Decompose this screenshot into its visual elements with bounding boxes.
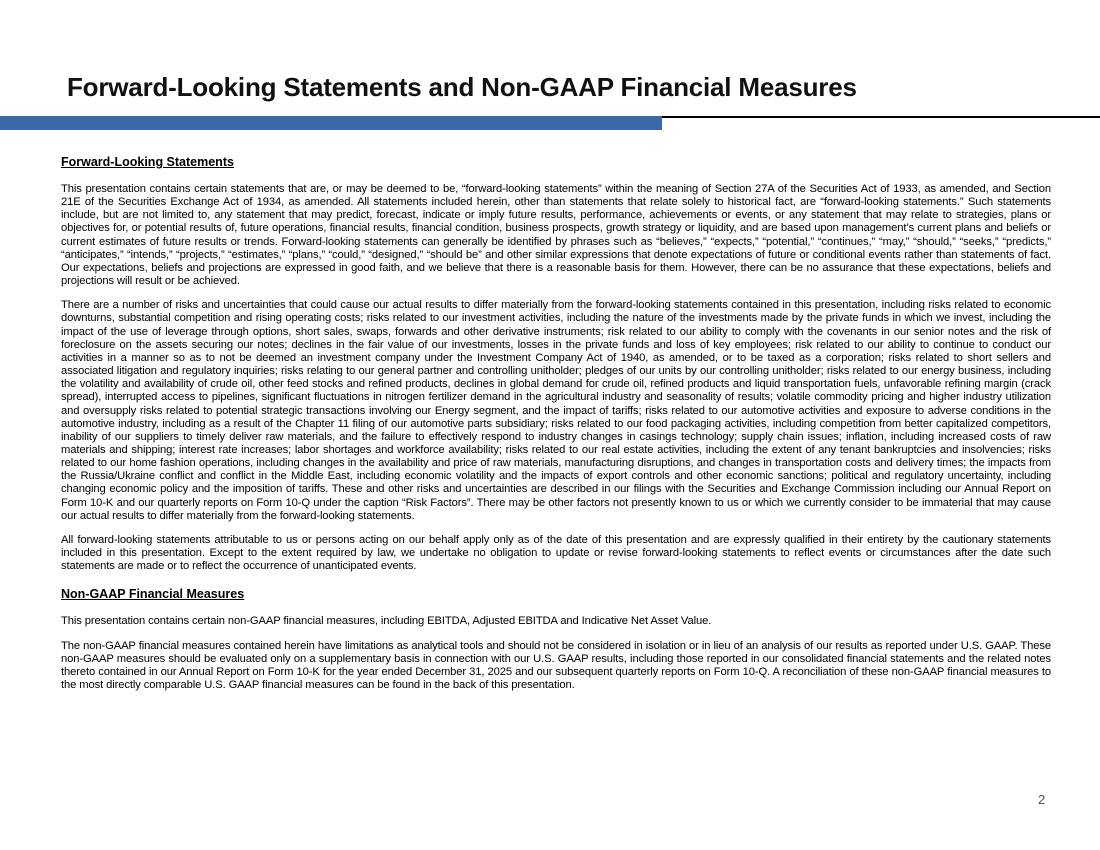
cautionary-paragraph: All forward-looking statements attributable to us or persons acting on our behalf apply only as of the date of this presentation and are expressly qualified in their entirety by the cautionary statements included in this presentation. Except to the extent required by law, we undertake no obligation to update or revise forward-looking statements to reflect events or circumstances after the date such statements are made or to reflect the occurrence of unanticipated events. [61, 533, 1051, 573]
non-gaap-intro-paragraph: This presentation contains certain non-GAAP financial measures, including EBITDA, Adjusted EBITDA and Indicative Net Asset Value. [61, 615, 712, 628]
title-divider-line [662, 116, 1100, 118]
title-accent-bar [0, 116, 662, 130]
non-gaap-limitations-paragraph: The non-GAAP financial measures contained herein have limitations as analytical tools and should not be considered in isolation or in lieu of an analysis of our results as reported under U.S. GAAP. These non-GAAP measures should be evaluated only on a supplementary basis in connection with our U.S. GAAP results, including those reported in our consolidated financial statements and the related notes thereto contained in our Annual Report on Form 10-K for the year ended December 31, 2025 and our subsequent quarterly reports on Form 10-Q. A reconciliation of these non-GAAP financial measures to the most directly comparable U.S. GAAP financial measures can be found in the back of this presentation. [61, 639, 1051, 691]
forward-looking-heading: Forward-Looking Statements [61, 155, 234, 169]
disclaimer-content [61, 151, 1051, 692]
page-title: Forward-Looking Statements and Non-GAAP Financial Measures [67, 72, 857, 102]
forward-looking-paragraph: This presentation contains certain statements that are, or may be deemed to be, “forward-looking statements” within the meaning of Section 27A of the Securities Act of 1933, as amended, and Section 21E of the Securities Exchange Act of 1934, as amended. All statements included herein, other than statements that relate solely to historical fact, are “forward-looking statements.” Such statements include, but are not limited to, any statement that may predict, forecast, indicate or imply future results, performance, achievements or events, or any statement that may relate to strategies, plans or objectives for, or potential results of, future operations, financial results, financial condition, business prospects, growth strategy or liquidity, and are based upon management’s current plans and beliefs or current estimates of future results or trends. Forward-looking statements can generally be identified by phrases such as “believes,” “expects,” “potential,” “continues,” “may,” “should,” “seeks,” “predicts,” “anticipates,” “intends,” “projects,” “estimates,” “plans,” “could,” “designed,” “should be” and other similar expressions that denote expectations of future or conditional events rather than statements of fact. Our expectations, beliefs and projections are expressed in good faith, and we believe that there is a reasonable basis for them. However, there can be no assurance that these expectations, beliefs and projections will result or be achieved. [61, 183, 1051, 288]
page-number: 2 [1038, 792, 1046, 807]
non-gaap-heading: Non-GAAP Financial Measures [61, 587, 245, 602]
risks-paragraph: There are a number of risks and uncertainties that could cause our actual results to differ materially from the forward-looking statements contained in this presentation, including risks related to economic downturns, substantial competition and rising operating costs; risks related to our investment activities, including the nature of the investments made by the private funds in which we invest, including the impact of the use of leverage through options, short sales, swaps, forwards and other derivative instruments; risk related to our ability to comply with the covenants in our senior notes and the risk of foreclosure on the assets securing our notes; declines in the fair value of our investments, losses in the private funds and loss of key employees; risk related to our ability to continue to conduct our activities in a manner so as to not be deemed an investment company under the Investment Company Act of 1940, as amended, or to be taxed as a corporation; risks related to short sellers and associated litigation and regulatory inquiries; risks relating to our general partner and controlling unitholder; pledges of our units by our controlling unitholder; risks related to our energy business, including the volatility and availability of crude oil, other feed stocks and refined products, declines in global demand for crude oil, refined products and liquid transportation fuels, unfavorable refining margin (crack spread), interrupted access to pipelines, significant fluctuations in nitrogen fertilizer demand in the agricultural industry and seasonality of results; volatile commodity pricing and higher industry utilization and oversupply risks related to potential strategic transactions involving our Energy segment, and the impact of tariffs; risks related to our automotive activities and exposure to adverse conditions in the automotive industry, including as a result of the Chapter 11 filing of our automotive parts subsidiary; risks related to our food packaging activities, including competition from better capitalized competitors, inability of our suppliers to timely deliver raw materials, and the failure to effectively respond to industry changes in casings technology; supply chain issues; inflation, including increased costs of raw materials and shipping; interest rate increases; labor shortages and workforce availability; risks related to our real estate activities, including the extent of any tenant bankruptcies and insolvencies; risks related to our home fashion operations, including changes in the availability and price of raw materials, manufacturing disruptions, and changes in transportation costs and delivery times; the impacts from the Russia/Ukraine conflict and conflict in the Middle East, including economic volatility and the impacts of export controls and other economic sanctions; political and regulatory uncertainty, including changing economic policy and the imposition of tariffs. These and other risks and uncertainties are described in our filings with the Securities and Exchange Commission including our Annual Report on Form 10-K and our quarterly reports on Form 10-Q under the caption “Risk Factors”. There may be other factors not presently known to us or which we currently consider to be immaterial that may cause our actual results to differ materially from the forward-looking statements. [61, 299, 1051, 522]
